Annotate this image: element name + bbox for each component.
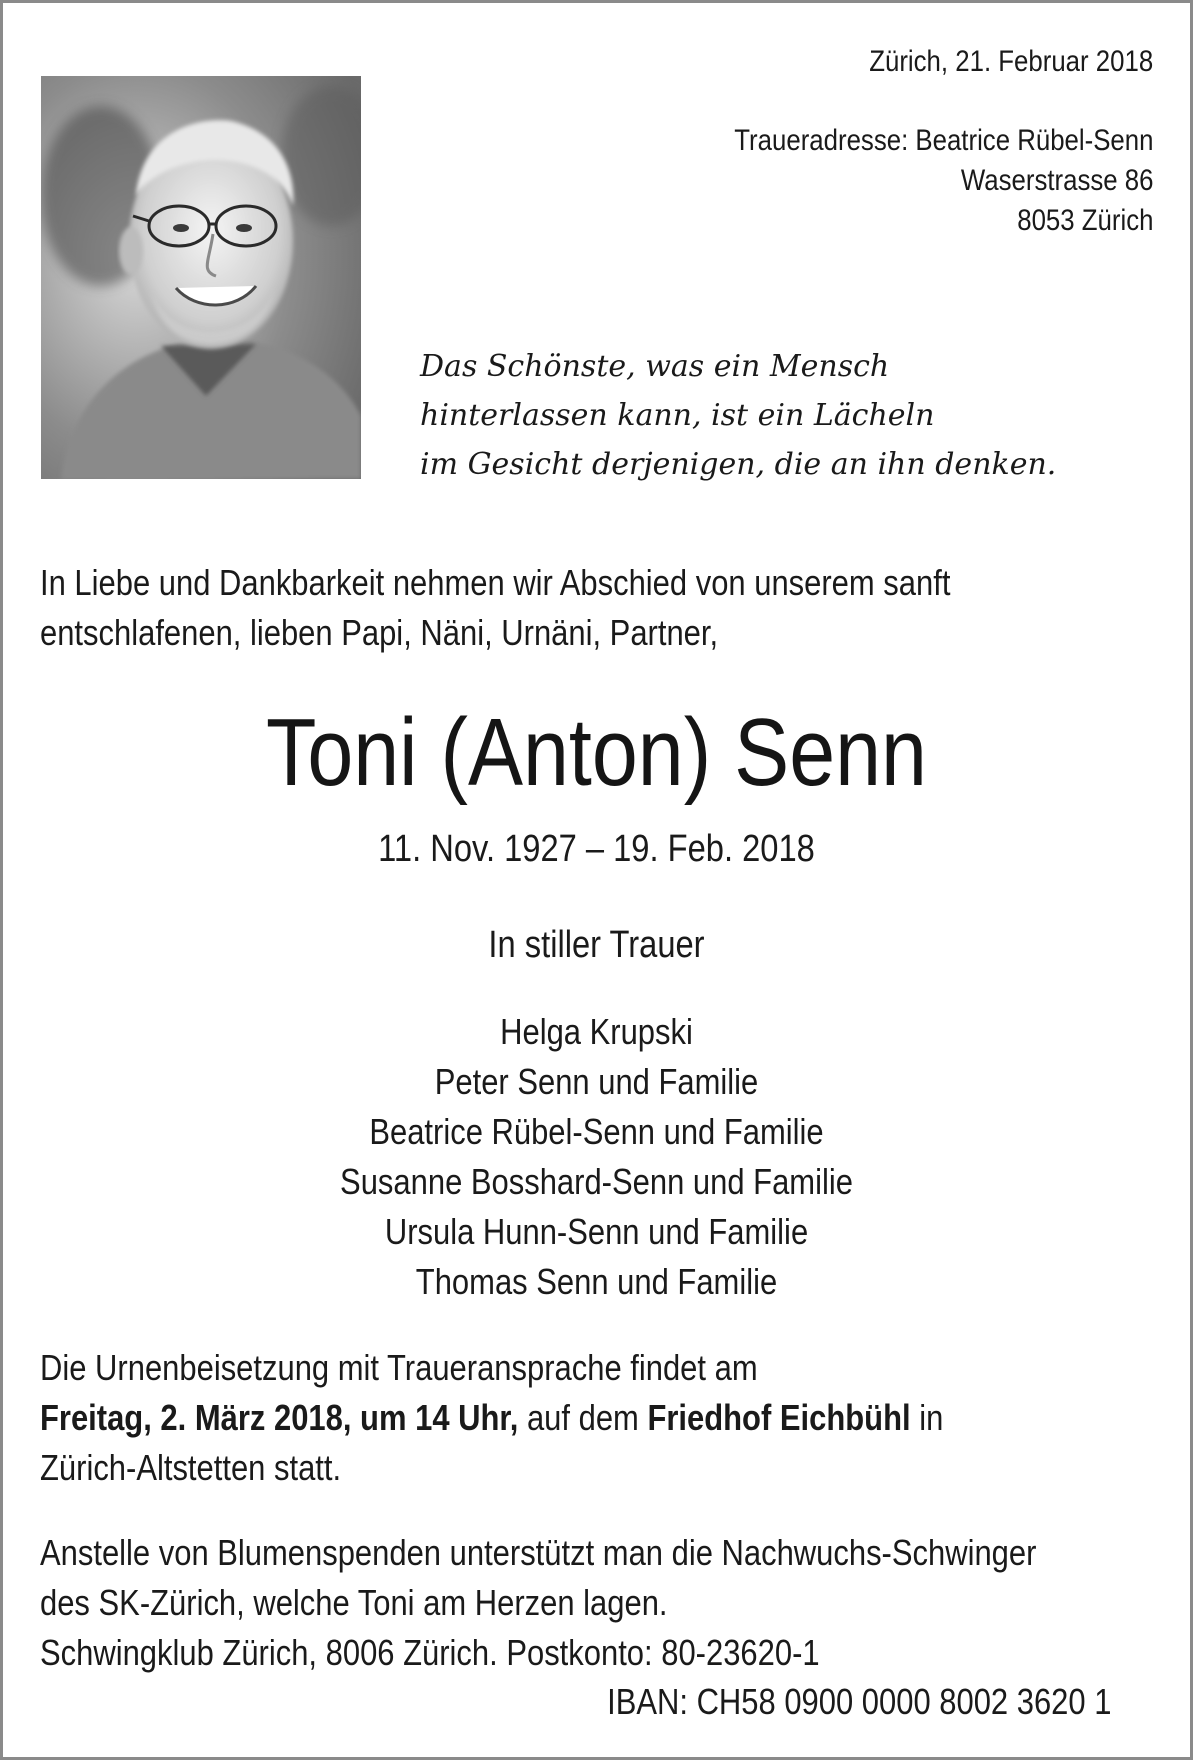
quote-line-1: Das Schönste, was ein Mensch <box>420 349 890 384</box>
burial-location: Friedhof Eichbühl <box>647 1397 911 1438</box>
mourning-heading <box>0 922 1193 968</box>
intro-line-2: entschlafenen, lieben Papi, Näni, Urnäni, Partner, <box>40 612 719 653</box>
place-date <box>823 42 1153 82</box>
burial-date-time: Freitag, 2. März 2018, um 14 Uhr, <box>40 1397 519 1438</box>
mourner-item: Ursula Hunn-Senn und Familie <box>384 1211 809 1252</box>
quote-line-3: im Gesicht derjenigen, die an ihn denken. <box>420 447 1057 482</box>
iban <box>525 1677 1111 1727</box>
memorial-quote <box>420 342 1056 489</box>
mourner-item: Peter Senn und Familie <box>434 1061 759 1102</box>
burial-line-3: Zürich-Altstetten statt. <box>40 1447 342 1488</box>
deceased-name-text: Toni (Anton) Senn <box>266 699 927 806</box>
intro-line-1: In Liebe und Dankbarkeit nehmen wir Abschied von unserem sanft <box>40 562 951 603</box>
mourners-list <box>0 1007 1193 1307</box>
quote-line-2: hinterlassen kann, ist ein Lächeln <box>420 398 935 433</box>
address-line-3: 8053 Zürich <box>1016 204 1153 237</box>
burial-line-end: in <box>910 1397 944 1438</box>
mourner-item: Thomas Senn und Familie <box>415 1261 778 1302</box>
donation-info <box>40 1528 1193 1678</box>
donation-line-1: Anstelle von Blumenspenden unterstützt man die Nachwuchs-Schwinger <box>40 1532 1037 1573</box>
burial-connector: auf dem <box>518 1397 648 1438</box>
mourning-address <box>666 121 1153 241</box>
mourner-item: Beatrice Rübel-Senn und Familie <box>369 1111 824 1152</box>
portrait-photo <box>41 76 361 479</box>
address-line-2: Waserstrasse 86 <box>960 164 1153 197</box>
burial-info <box>40 1343 1193 1493</box>
burial-line-1: Die Urnenbeisetzung mit Traueransprache findet am <box>40 1347 758 1388</box>
donation-line-2: des SK-Zürich, welche Toni am Herzen lagen. <box>40 1582 668 1623</box>
mourner-item: Helga Krupski <box>500 1011 693 1052</box>
iban-text: IBAN: CH58 0900 0000 8002 3620 1 <box>606 1681 1111 1722</box>
life-dates <box>0 826 1193 872</box>
mourning-heading-text: In stiller Trauer <box>488 924 705 966</box>
intro-text <box>40 558 1193 658</box>
donation-line-3: Schwingklub Zürich, 8006 Zürich. Postkonto: 80-23620-1 <box>40 1632 820 1673</box>
life-dates-text: 11. Nov. 1927 – 19. Feb. 2018 <box>378 828 815 870</box>
burial-line-2 <box>40 1393 1158 1443</box>
deceased-name <box>0 698 1193 808</box>
place-date-text: Zürich, 21. Februar 2018 <box>869 45 1153 78</box>
address-line-1: Traueradresse: Beatrice Rübel-Senn <box>733 124 1153 157</box>
mourner-item: Susanne Bosshard-Senn und Familie <box>340 1161 853 1202</box>
